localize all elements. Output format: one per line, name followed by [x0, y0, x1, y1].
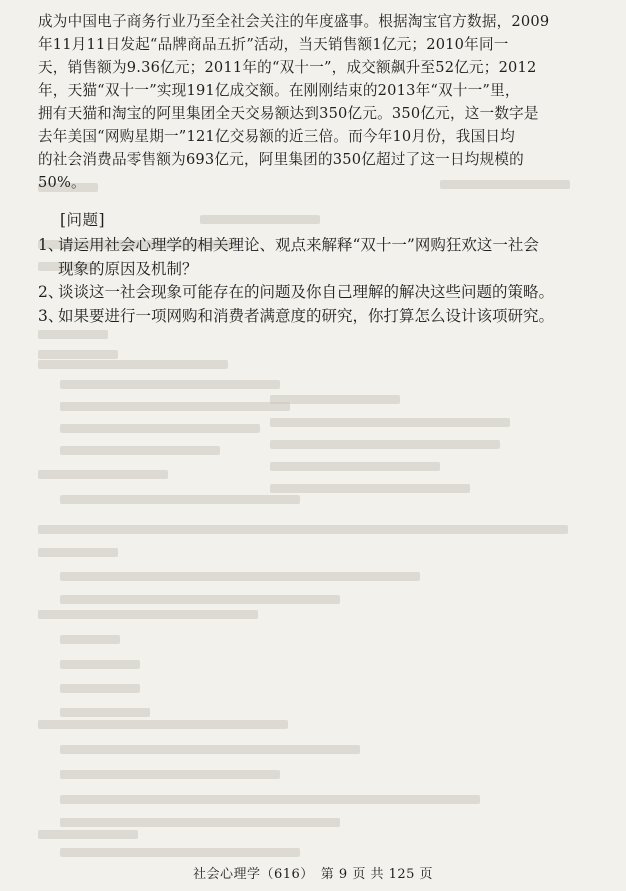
question-number: 2、 — [38, 283, 64, 301]
question-line: 现象的原因及机制？ — [58, 259, 198, 278]
passage-line: 年11月11日发起“品牌商品五折”活动，当天销售额1亿元；2010年同一 — [38, 36, 509, 53]
passage-line: 天，销售额为9.36亿元；2011年的“双十一”，成交额飙升至52亿元；2012 — [38, 59, 537, 76]
passage-line: 年，天猫“双十一”实现191亿成交额。在刚刚结束的2013年“双十一”里， — [38, 82, 520, 99]
case-passage — [38, 10, 593, 194]
questions-heading: [问题] — [60, 211, 106, 229]
question-number: 3、 — [38, 306, 64, 325]
passage-line: 50%。 — [38, 174, 86, 191]
question-1 — [38, 234, 593, 281]
question-2 — [38, 281, 593, 305]
question-3 — [38, 305, 593, 329]
document-body — [38, 10, 593, 328]
passage-line: 去年美国“网购星期一”121亿交易额的近三倍。而今年10月份，我国日均 — [38, 128, 515, 145]
passage-line: 拥有天猫和淘宝的阿里集团全天交易额达到350亿元。350亿元，这一数字是 — [38, 105, 539, 122]
passage-line: 成为中国电子商务行业乃至全社会关注的年度盛事。根据淘宝官方数据，2009 — [38, 13, 550, 30]
passage-line: 的社会消费品零售额为693亿元，阿里集团的350亿超过了这一日均规模的 — [38, 151, 524, 168]
question-line: 请运用社会心理学的相关理论、观点来解释“双十一”网购狂欢这一社会 — [58, 236, 539, 254]
question-number: 1、 — [38, 236, 64, 254]
page-footer: 社会心理学（616） 第 9 页 共 125 页 — [192, 867, 434, 882]
question-line: 谈谈这一社会现象可能存在的问题及你自己理解的解决这些问题的策略。 — [58, 283, 555, 301]
question-line: 如果要进行一项网购和消费者满意度的研究，你打算怎么设计该项研究。 — [58, 306, 555, 325]
